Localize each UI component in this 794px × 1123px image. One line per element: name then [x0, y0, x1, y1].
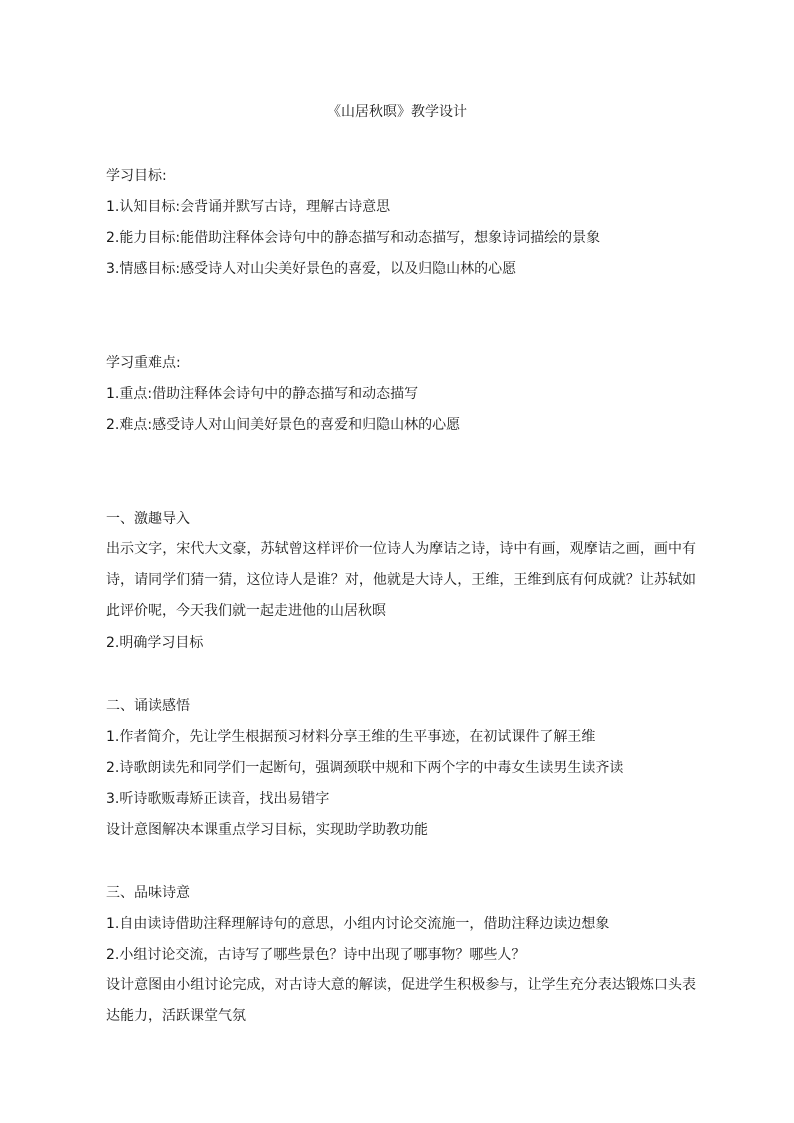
objectives-heading: 学习目标:	[106, 168, 167, 184]
key-point-item-2: 2.难点:感受诗人对山间美好景色的喜爱和归隐山林的心愿	[106, 417, 461, 433]
objective-item-1: 1.认知目标:会背诵并默写古诗，理解古诗意思	[106, 199, 391, 215]
section3-item-2: 2.小组讨论交流，古诗写了哪些景色？诗中出现了哪事物？哪些人？	[106, 947, 526, 963]
section1-heading: 一、激趣导入	[106, 511, 190, 527]
objective-item-3: 3.情感目标:感受诗人对山尖美好景色的喜爱，以及归隐山林的心愿	[106, 261, 517, 277]
section3-item-1: 1.自由读诗借助注释理解诗句的意思，小组内讨论交流施一，借助注释边读边想象	[106, 916, 610, 932]
section3-heading: 三、品味诗意	[106, 885, 190, 901]
key-point-item-1: 1.重点:借助注释体会诗句中的静态描写和动态描写	[106, 386, 419, 402]
section2-item-1: 1.作者简介，先让学生根据预习材料分享王维的生平事迹，在初试课件了解王维	[106, 729, 596, 745]
section2-item-2: 2.诗歌朗读先和同学们一起断句，强调颈联中规和下两个字的中毒女生读男生读齐读	[106, 760, 624, 776]
section1-item-2: 2.明确学习目标	[106, 635, 204, 651]
section3-design-intent: 设计意图由小组讨论完成，对古诗大意的解读，促进学生积极参与，让学生充分表达锻炼口头表达能力，活跃课堂气氛	[106, 977, 696, 1024]
key-points-heading: 学习重难点:	[106, 355, 181, 371]
section2-design-intent: 设计意图解决本课重点学习目标，实现助学助教功能	[106, 822, 428, 838]
objective-item-2: 2.能力目标:能借助注释体会诗句中的静态描写和动态描写，想象诗词描绘的景象	[106, 230, 601, 246]
section2-item-3: 3.听诗歌贩毒矫正读音，找出易错字	[106, 791, 330, 807]
document-title: 《山居秋暝》教学设计	[327, 104, 467, 120]
section1-paragraph: 出示文字，宋代大文豪，苏轼曾这样评价一位诗人为摩诘之诗，诗中有画，观摩诘之画，画中有诗，请同学们猜一猜，这位诗人是谁？对，他就是大诗人，王维，王维到底有何成就？让苏轼如此评价呢，今天我们就一起走进他的山居秋暝	[106, 541, 696, 619]
section2-heading: 二、诵读感悟	[106, 698, 190, 714]
